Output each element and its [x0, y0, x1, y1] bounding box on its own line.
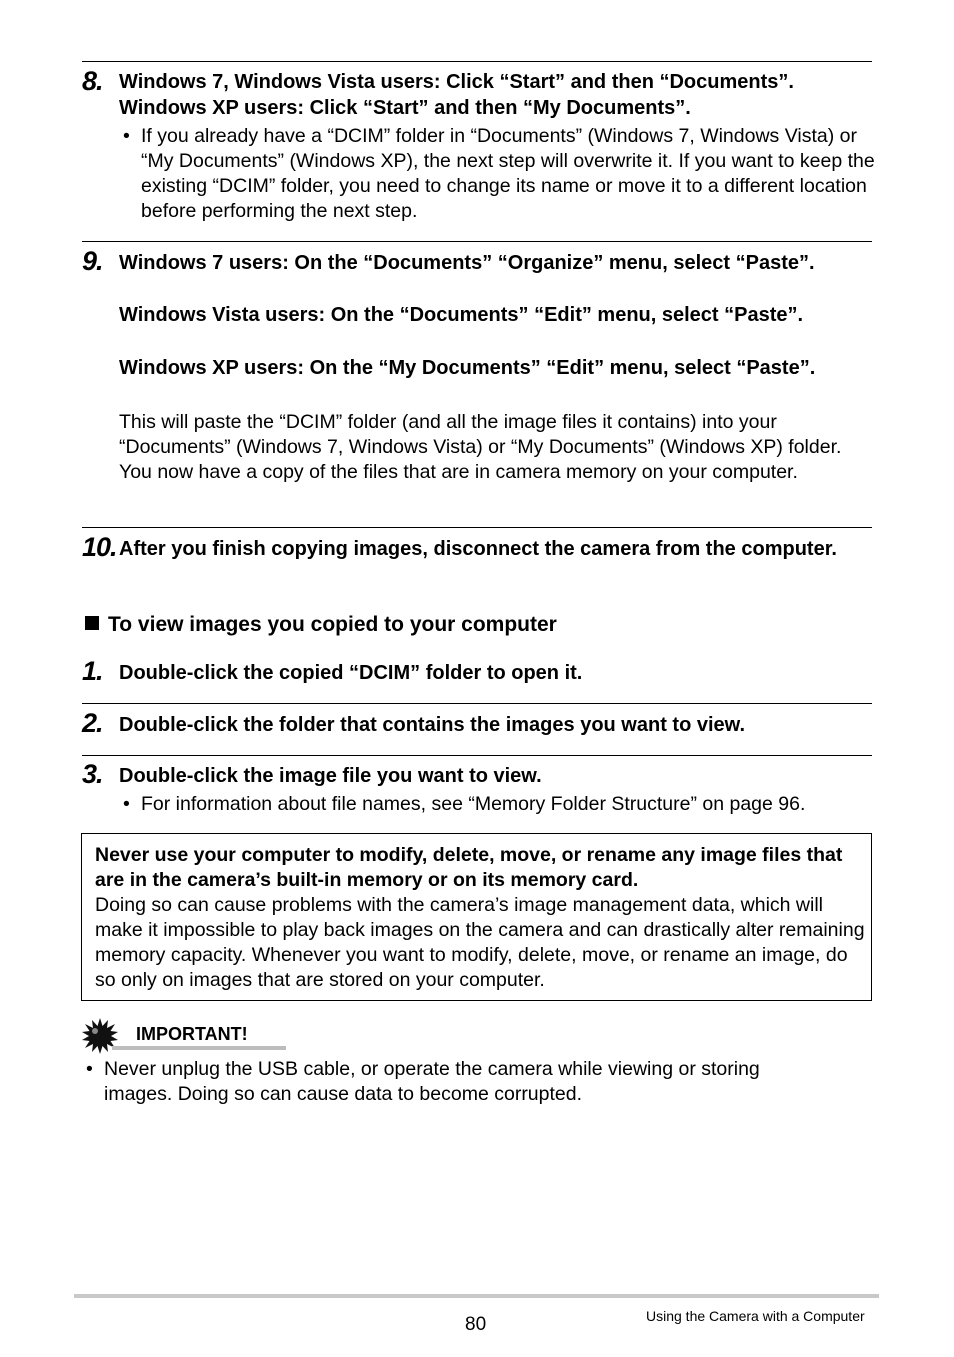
step-heading: Double-click the copied “DCIM” folder to open it.	[119, 662, 583, 684]
bullet-note	[123, 792, 875, 817]
bullet-mark: •	[123, 125, 130, 147]
bullet-text: If you already have a “DCIM” folder in “Documents” (Windows 7, Windows Vista) or “My Documents” (Windows XP), the next step will overwrite it. If you want to keep the existing “DCIM” folder, you need to change its name or move it to a different location before performing the next step.	[141, 125, 875, 222]
important-label: IMPORTANT!	[136, 1024, 248, 1044]
step-heading: Windows 7, Windows Vista users: Click “Start” and then “Documents”.	[119, 71, 794, 93]
warning-box	[81, 833, 872, 1001]
step-heading: Windows XP users: On the “My Documents” “Edit” menu, select “Paste”.	[119, 357, 816, 379]
footer-divider	[74, 1294, 879, 1298]
important-bullet	[86, 1057, 826, 1107]
divider	[82, 755, 872, 756]
step-heading: Windows 7 users: On the “Documents” “Organize” menu, select “Paste”.	[119, 252, 815, 274]
bullet-note	[123, 124, 875, 224]
step-number: 9.	[82, 246, 103, 276]
step-heading: Double-click the folder that contains the images you want to view.	[119, 714, 746, 736]
important-underline	[112, 1046, 286, 1050]
step-heading: Windows XP users: Click “Start” and then “My Documents”.	[119, 97, 691, 119]
section-title-text: To view images you copied to your computer	[108, 613, 557, 636]
warning-body: Doing so can cause problems with the camera’s image management data, which will make it impossible to play back images on the camera and can drastically alter remaining memory capacity. Whenever you want to modify, delete, move, or rename an image, do so only on images that are stored on your computer.	[95, 894, 865, 991]
step-number: 8.	[82, 66, 103, 96]
bullet-mark: •	[86, 1058, 93, 1080]
step-heading: Double-click the image file you want to view.	[119, 765, 542, 787]
step-heading: Windows Vista users: On the “Documents” “Edit” menu, select “Paste”.	[119, 304, 804, 326]
divider-top	[82, 61, 872, 62]
bullet-text: For information about file names, see “Memory Folder Structure” on page 96.	[141, 793, 806, 815]
square-bullet-icon	[85, 616, 99, 630]
section-title	[85, 612, 557, 638]
divider	[82, 527, 872, 528]
important-header	[82, 1018, 286, 1054]
step-number: 10.	[82, 532, 117, 562]
warning-title: Never use your computer to modify, delete, move, or rename any image files that are in the camera’s built-in memory or on its memory card.	[95, 844, 843, 891]
step-body: This will paste the “DCIM” folder (and all the image files it contains) into your “Documents” (Windows 7, Windows Vista) or “My Documents” (Windows XP) folder. You now have a copy of the files that are in camera memory on your computer.	[119, 411, 842, 483]
chapter-title: Using the Camera with a Computer	[646, 1308, 865, 1324]
step-heading: After you finish copying images, disconnect the camera from the computer.	[119, 538, 837, 560]
bullet-mark: •	[123, 793, 130, 815]
step-number: 3.	[82, 759, 103, 789]
divider	[82, 241, 872, 242]
bullet-text: Never unplug the USB cable, or operate the camera while viewing or storing images. Doing so can cause data to become corrupted.	[104, 1058, 760, 1105]
page-number: 80	[465, 1314, 487, 1335]
step-number: 2.	[82, 708, 103, 738]
divider	[82, 703, 872, 704]
step-number: 1.	[82, 656, 103, 686]
